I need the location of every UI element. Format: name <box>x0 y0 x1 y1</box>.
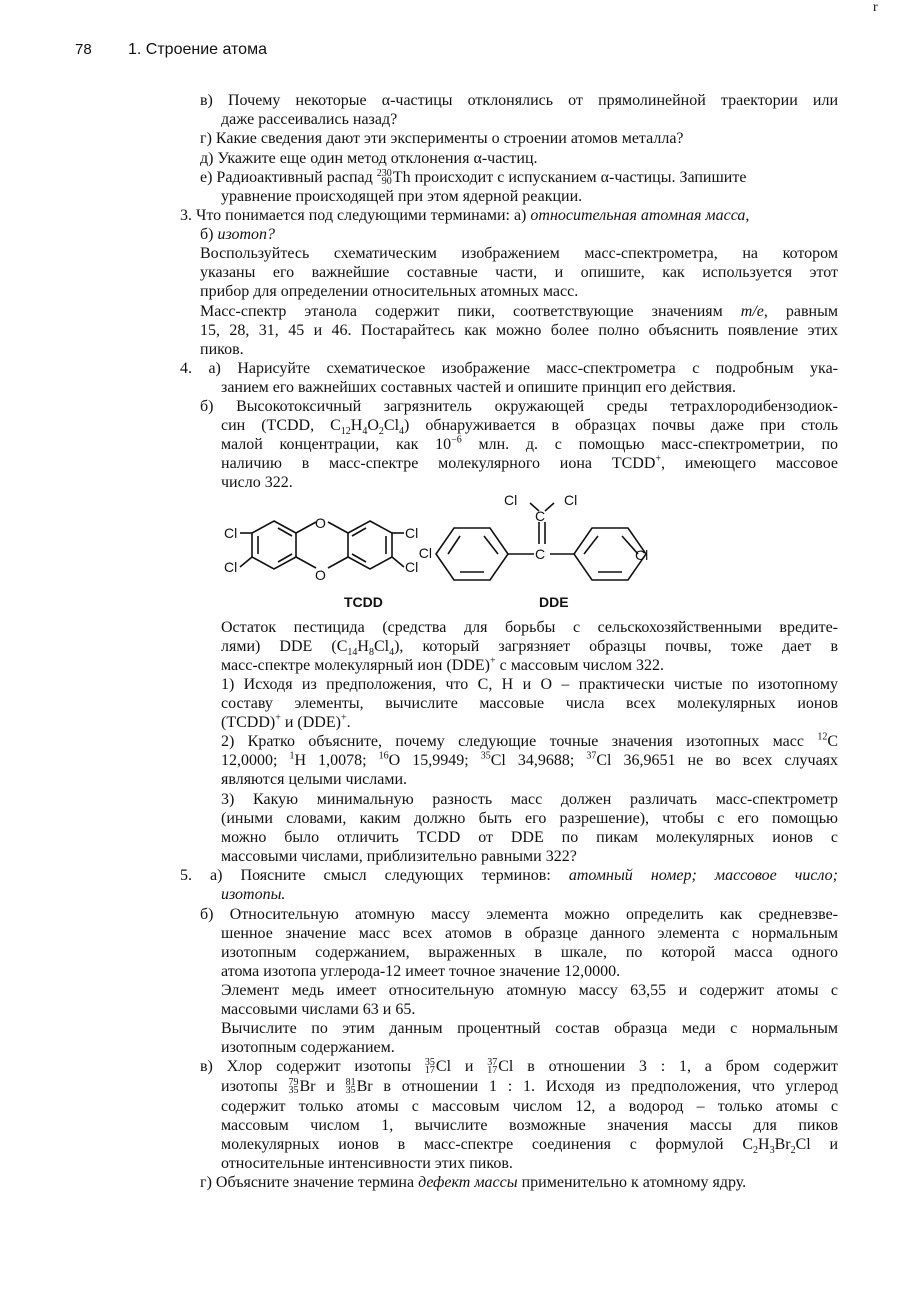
tcdd-cl-2: Cl <box>224 559 238 575</box>
q4-b-line-1: б) Высокотоксичный загрязнитель окружающей среды тетрахлородибензодиок- <box>200 398 838 415</box>
dde-cl-left: Cl <box>418 545 432 561</box>
q4-s2-line-1: 2) Кратко объясните, почему следующие точные значения изотопных масс $^{12}$C <box>221 731 838 750</box>
q5-b-line-8: изотопным содержанием. <box>221 1039 395 1056</box>
q4-s3-line-1: 3) Какую минимальную разность масс должен различать масс-спектрометр <box>221 791 838 808</box>
q4-s2-line-2: 12,0000; $^1$H 1,0078; $^{16}$O 15,9949; $^{35}$Cl 34,9688; $^{37}$Cl 36,9651 не во всех случаях <box>221 750 839 769</box>
q4-a-line-1: 4. а) Нарисуйте схематическое изображение масс-спектрометра с подробным ука- <box>180 360 838 377</box>
q5-b-line-3: изотопным содержанием, выраженных в шкале, по которой масса одного <box>221 944 838 961</box>
q5-v-line-2: изотопы 79 35 Br и 81 35 Br в отношении 1 : 1. Исходя из предположения, что углерод <box>221 1077 839 1097</box>
q5-v-line-3: содержит только атомы с массовым числом 12, а водород – только атомы с <box>221 1098 838 1115</box>
q2-e-line-2: уравнение происходящей при этом ядерной реакции. <box>221 188 583 205</box>
dde-carbon-center: C <box>535 546 546 562</box>
q4-b-line-4: наличию в масс-спектре молекулярного иона TCDD+, имеющего массовое <box>221 453 839 472</box>
tcdd-cl-1: Cl <box>224 525 238 541</box>
q4-b-line-3: малой концентрации, как $10^{-6}$ млн. д. с помощью масс-спектрометрии, по <box>221 434 839 453</box>
dde-cl-right: Cl <box>635 547 649 563</box>
q5-v-line-6: относительные интенсивности этих пиков. <box>221 1155 513 1172</box>
q5-b-line-2: шенное значение масс всех атомов в образце данного элемента с нормальным <box>221 925 838 942</box>
q3-line-1: 3. Что понимается под следующими терминами: а) относительная атомная масса, <box>180 207 750 224</box>
q4-s3-line-3: можно было отличить TCDD от DDE по пикам молекулярных ионов с <box>221 829 838 846</box>
q3-p1-line-1: Воспользуйтесь схематическим изображением масс-спектрометра, на котором <box>200 245 838 262</box>
chapter-title: 1. Строение атома <box>128 41 267 58</box>
q4-p3-line-2: лями) DDE $(C_{14}H_8Cl_4)$, который загрязняет образцы почвы, тоже дает в <box>221 638 838 659</box>
tcdd-oxygen-bottom: O <box>315 567 326 583</box>
q4-s2-line-3: являются целыми числами. <box>221 771 408 788</box>
tcdd-oxygen-top: O <box>315 515 326 531</box>
q3-p2-line-1: Масс-спектр этанола содержит пики, соответствующие значениям m/e, равным <box>200 303 838 320</box>
q4-s1-line-3: (TCDD)+ и (DDE)+. <box>221 712 351 731</box>
q3-p1-line-3: прибор для определении относительных атомных масс. <box>200 283 579 300</box>
q4-a-line-2: занием его важнейших составных частей и опишите принцип его действия. <box>221 379 736 396</box>
br81-isotope-notation: 81 35 <box>345 1077 356 1097</box>
dde-label: DDE <box>539 594 569 610</box>
q5-a-line-2: изотопы. <box>221 886 286 903</box>
q3-p1-line-2: указаны его важнейшие составные части, и опишите, как используется этот <box>200 264 838 281</box>
q5-v-line-4: массовым числом 1, вычислите возможные значения массы для пиков <box>221 1117 838 1134</box>
q5-b-line-7: Вычислите по этим данным процентный состав образца меди с нормальным <box>221 1020 838 1037</box>
q4-b-line-2: син (TCDD, $C_{12}H_4O_2Cl_4$) обнаруживается в образцах почвы даже при столь <box>221 417 839 438</box>
q3-line-2: б) изотоп? <box>200 226 276 243</box>
q5-b-line-1: б) Относительную атомную массу элемента можно определить как средневзве- <box>200 906 838 923</box>
q5-b-line-4: атома изотопа углерода-12 имеет точное значение 12,0000. <box>221 963 621 980</box>
chemical-structures-figure <box>218 488 658 613</box>
q4-p3-line-3: масс-спектре молекулярный ион (DDE)+ с массовым числом 322. <box>221 655 665 674</box>
dde-carbon-top: C <box>535 508 546 524</box>
q4-p3-line-1: Остаток пестицида (средства для борьбы с сельскохозяйственными вредите- <box>221 619 838 636</box>
corner-mark: r <box>873 0 878 15</box>
q3-p2-line-2: 15, 28, 31, 45 и 46. Постарайтесь как можно более полно объяснить появление этих <box>200 322 838 339</box>
q5-v-line-1: в) Хлор содержит изотопы 35 17 Cl и 37 17 Cl в отношении 3 : 1, а бром содержит <box>200 1057 838 1077</box>
q2-g-line: г) Какие сведения дают эти эксперименты о строении атомов металла? <box>200 130 684 147</box>
q5-a-line-1: 5. а) Поясните смысл следующих терминов: атомный номер; массовое число; <box>180 867 839 884</box>
q4-s3-line-4: массовыми числами, приблизительно равными 322? <box>221 848 577 865</box>
q4-s1-line-2: составу элементы, вычислите массовые числа всех молекулярных ионов <box>221 695 838 712</box>
page-number: 78 <box>75 41 92 58</box>
dde-cl-top-right: Cl <box>564 492 578 508</box>
q5-g-line: г) Объясните значение термина дефект массы применительно к атомному ядру. <box>200 1174 747 1191</box>
q2-v-line-1: в) Почему некоторые α-частицы отклонялись от прямолинейной траектории или <box>200 92 838 109</box>
q4-s3-line-2: (иными словами, каким должно быть его разрешение), чтобы с его помощью <box>221 810 838 827</box>
q2-d-line: д) Укажите еще один метод отклонения α-частиц. <box>200 150 538 167</box>
th-isotope-notation: 230 90 <box>376 168 392 188</box>
tcdd-label: TCDD <box>344 594 383 610</box>
tcdd-cl-4: Cl <box>405 559 419 575</box>
dde-cl-top-left: Cl <box>504 492 518 508</box>
q5-b-line-5: Элемент медь имеет относительную атомную массу 63,55 и содержит атомы с <box>221 982 838 999</box>
q5-b-line-6: массовыми числами 63 и 65. <box>221 1001 416 1018</box>
q3-p2-line-3: пиков. <box>200 341 244 358</box>
q2-e-line-1: е) Радиоактивный распад 230 90 Th происходит с испусканием α-частицы. Запишите <box>200 168 747 188</box>
q2-v-line-2: даже рассеивались назад? <box>221 111 398 128</box>
q4-s1-line-1: 1) Исходя из предположения, что C, H и O – практически чистые по изотопному <box>221 676 838 693</box>
q4-b-line-5: число 322. <box>221 474 293 491</box>
cl37-isotope-notation: 37 17 <box>487 1057 498 1077</box>
tcdd-cl-3: Cl <box>405 525 419 541</box>
q5-v-line-5: молекулярных ионов в масс-спектре соединения с формулой $C_2H_3Br_2Cl$ и <box>221 1136 839 1157</box>
br79-isotope-notation: 79 35 <box>288 1077 299 1097</box>
cl35-isotope-notation: 35 17 <box>424 1057 435 1077</box>
